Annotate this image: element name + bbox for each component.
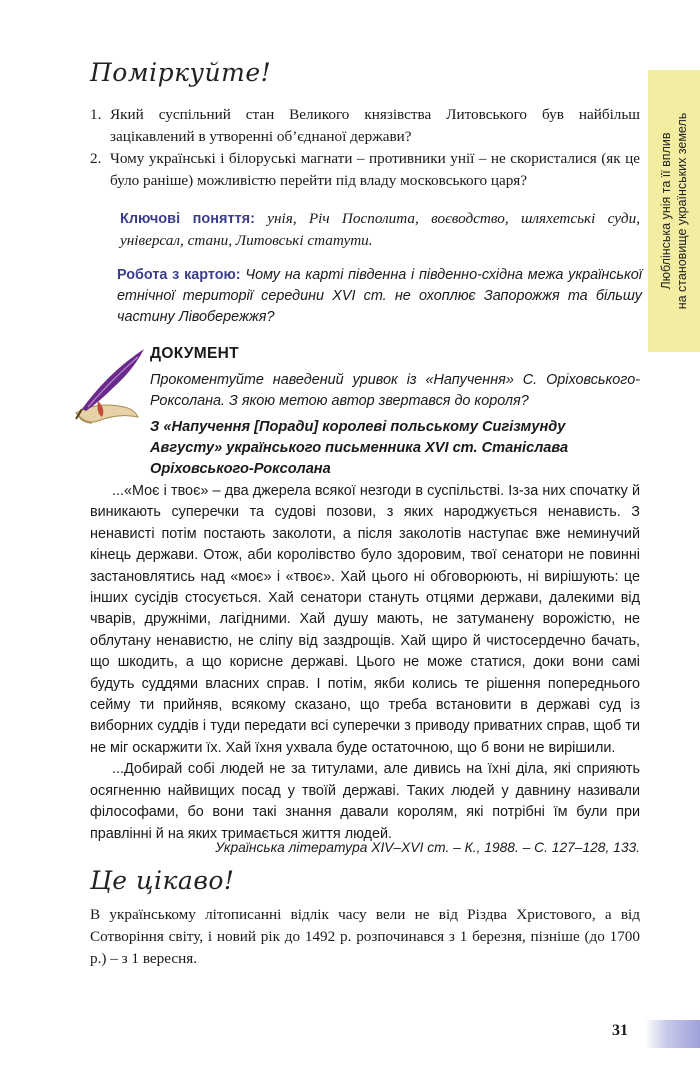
map-work xyxy=(117,265,642,328)
interesting-fact: В українському літописанні відлік часу вели не від Різдва Христового, а від Сотворіння світу, і новий рік до 1492 р. розпочинався з 1 березня, пізніше (до 1700 р.) – з 1 вересня. xyxy=(90,906,640,967)
chapter-side-tab-text xyxy=(658,76,690,346)
key-concepts-label: Ключові поняття: xyxy=(120,211,255,227)
document-paragraph: ...«Моє і твоє» – два джерела всякої незгоди в суспільстві. Із-за них спочатку й виникають суперечки та судові позови, з яких народжується ненависть. З ненависті потім постають заколоти, а після заколотів наступає вже неминучий кінець держави. Отож, аби королівство було здоровим, твої сенатори не повинні застановлятись над «моє» і «твоє». Хай цього ні обговорюють, ні вирішують: це інших сусідів стосується. Хай сенатори стануть отцями держави, далекими від чварів, дружніми, лагідними. Хай душу мають, не затуманену ворожістю, не облутану ненавистю, не сліпу від заздрощів. Хай щиро й чистосердечно бачать, що шкодить, а що корисне державі. Цього не може статися, доки вони самі будуть суддями власних справ. І потім, якби колись те рішення попереднього сейму ти прийняв, всякому сказано, що треба встановити в державі суд із виборних суддів і туди передати всі суперечки з приводу приватних справ, щоб ти не міг оскаржити їх. Хай їхня ухвала буде остаточною, що б вони не вирішили. xyxy=(90,483,640,756)
side-tab-line-1: Люблінська унія та її вплив xyxy=(659,132,673,290)
side-tab-line-2: на становище українських земель xyxy=(675,112,689,310)
think-heading: Поміркуйте! xyxy=(90,58,272,87)
key-concepts xyxy=(120,208,640,252)
question-list xyxy=(90,104,640,192)
key-concepts-terms: унія, Річ Посполита, воєводство, шляхетські суди, універсал, стани, Литовські статути. xyxy=(120,210,641,249)
document-body xyxy=(90,481,640,845)
page-number: 31 xyxy=(612,1022,628,1039)
quill-scroll-icon xyxy=(68,343,148,431)
document-citation: Українська література XIV–XVI ст. – К., 1988. – С. 127–128, 133. xyxy=(215,840,640,855)
question-number: 2. xyxy=(90,150,102,167)
chapter-side-tab xyxy=(648,70,700,352)
question-text: Чому українські і білоруські магнати – противники унії – не скористалися (як це було раніше) можливістю перейти під владу московського царя? xyxy=(110,150,640,189)
page-corner-bar xyxy=(645,1020,700,1048)
interesting-heading: Це цікаво! xyxy=(90,866,235,895)
document-paragraph: ...Добирай собі людей не за титулами, але дивись на їхні діла, які сприяють осягненню найвищих посад у твоїй державі. Таких людей у давнину називали філософами, бо вони такі знання давали королям, які потрібні їм були при правлінні й на яких тримається життя людей. xyxy=(90,761,640,842)
document-task: Прокоментуйте наведений уривок із «Напучення» С. Оріховського-Роксолана. З якою метою автор звертався до короля? xyxy=(150,372,640,409)
map-work-label: Робота з картою: xyxy=(117,267,241,283)
document-source-title: З «Напучення [Поради] королеві польському Сигізмунду Августу» українського письменника XVI ст. Станіслава Оріховського-Роксолана xyxy=(150,419,569,477)
question-number: 1. xyxy=(90,106,102,123)
document-title: ДОКУМЕНТ xyxy=(150,345,239,362)
question-text: Який суспільний стан Великого князівства Литовського був найбільш зацікавлений в утворенні об’єднаної держави? xyxy=(110,106,640,145)
map-work-text: Чому на карті південна і південно-східна межа української етнічної території середини XVI ст. не охоплює Запорожжя та більшу частину Лівобережжя? xyxy=(117,267,642,325)
question-item xyxy=(90,104,640,148)
question-item xyxy=(90,148,640,192)
